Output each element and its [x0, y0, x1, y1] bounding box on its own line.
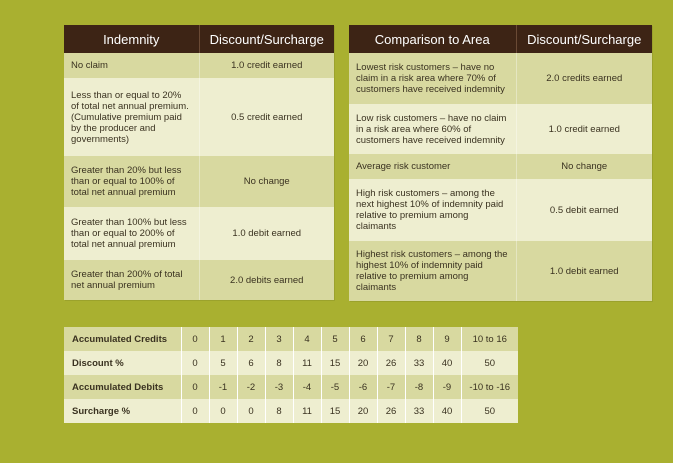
value-cell: 8 — [265, 351, 293, 375]
value-cell: 5 — [321, 327, 349, 351]
row-label: Discount % — [64, 351, 181, 375]
indemnity-table — [64, 25, 334, 300]
value-cell: 9 — [433, 327, 461, 351]
adjustment-cell: 2.0 debits earned — [199, 260, 334, 300]
value-cell: 1 — [209, 327, 237, 351]
row-label: Accumulated Credits — [64, 327, 181, 351]
indemnity-header-row — [64, 25, 334, 53]
value-cell: 33 — [405, 351, 433, 375]
table-row — [349, 154, 652, 179]
row-label: Accumulated Debits — [64, 375, 181, 399]
value-cell: 26 — [377, 351, 405, 375]
table-row — [349, 241, 652, 301]
indemnity-cell: Greater than 200% of total net annual premium — [64, 260, 199, 300]
row-label: Surcharge % — [64, 399, 181, 423]
value-cell: 11 — [293, 351, 321, 375]
value-cell: 5 — [209, 351, 237, 375]
value-cell: 33 — [405, 399, 433, 423]
indemnity-cell: Less than or equal to 20% of total net annual premium. (Cumulative premium paid by the producer and governments) — [64, 78, 199, 156]
adjustment-cell: 0.5 debit earned — [516, 179, 652, 241]
value-cell: 2 — [237, 327, 265, 351]
indemnity-cell: Greater than 20% but less than or equal to 100% of total net annual premium — [64, 156, 199, 207]
value-cell: 11 — [293, 399, 321, 423]
table-row — [64, 78, 334, 156]
area-adjustment-header: Discount/Surcharge — [516, 25, 652, 53]
value-cell: 50 — [461, 399, 518, 423]
value-cell: 0 — [209, 399, 237, 423]
value-cell: 0 — [181, 327, 209, 351]
table-row-surcharge — [64, 399, 518, 423]
comparison-cell: Average risk customer — [349, 154, 516, 179]
table-row — [349, 179, 652, 241]
value-cell: 3 — [265, 327, 293, 351]
adjustment-cell: 1.0 credit earned — [199, 53, 334, 78]
value-cell: 8 — [265, 399, 293, 423]
value-cell: 50 — [461, 351, 518, 375]
indemnity-cell: Greater than 100% but less than or equal to 200% of total net annual premium — [64, 207, 199, 260]
value-cell: -10 to -16 — [461, 375, 518, 399]
table-row-discount — [64, 351, 518, 375]
area-header-row — [349, 25, 652, 53]
value-cell: 15 — [321, 351, 349, 375]
value-cell: 15 — [321, 399, 349, 423]
value-cell: -2 — [237, 375, 265, 399]
table-row-accumulated-credits — [64, 327, 518, 351]
value-cell: 40 — [433, 351, 461, 375]
value-cell: -7 — [377, 375, 405, 399]
comparison-header: Comparison to Area — [349, 25, 516, 53]
value-cell: -3 — [265, 375, 293, 399]
value-cell: 10 to 16 — [461, 327, 518, 351]
indemnity-cell: No claim — [64, 53, 199, 78]
adjustment-cell: 2.0 credits earned — [516, 53, 652, 104]
adjustment-cell: 1.0 debit earned — [199, 207, 334, 260]
value-cell: 26 — [377, 399, 405, 423]
value-cell: 8 — [405, 327, 433, 351]
value-cell: -9 — [433, 375, 461, 399]
comparison-cell: Low risk customers – have no claim in a risk area where 60% of customers have received indemnity — [349, 104, 516, 154]
value-cell: -1 — [209, 375, 237, 399]
indemnity-adjustment-header: Discount/Surcharge — [199, 25, 334, 53]
comparison-cell: Highest risk customers – among the highest 10% of indemnity paid relative to premium among claimants — [349, 241, 516, 301]
value-cell: 20 — [349, 399, 377, 423]
comparison-cell: Lowest risk customers – have no claim in a risk area where 70% of customers have received indemnity — [349, 53, 516, 104]
value-cell: 0 — [237, 399, 265, 423]
value-cell: -4 — [293, 375, 321, 399]
table-row-accumulated-debits — [64, 375, 518, 399]
value-cell: -8 — [405, 375, 433, 399]
table-row — [64, 156, 334, 207]
value-cell: 40 — [433, 399, 461, 423]
indemnity-header: Indemnity — [64, 25, 199, 53]
area-comparison-table — [349, 25, 652, 301]
credits-debits-table — [64, 327, 518, 423]
table-row — [64, 53, 334, 78]
table-row — [349, 53, 652, 104]
adjustment-cell: 1.0 credit earned — [516, 104, 652, 154]
value-cell: -6 — [349, 375, 377, 399]
value-cell: 4 — [293, 327, 321, 351]
value-cell: 6 — [349, 327, 377, 351]
table-row — [64, 260, 334, 300]
adjustment-cell: 0.5 credit earned — [199, 78, 334, 156]
adjustment-cell: 1.0 debit earned — [516, 241, 652, 301]
comparison-cell: High risk customers – among the next highest 10% of indemnity paid relative to premium among claimants — [349, 179, 516, 241]
adjustment-cell: No change — [199, 156, 334, 207]
value-cell: 0 — [181, 351, 209, 375]
value-cell: 0 — [181, 399, 209, 423]
value-cell: -5 — [321, 375, 349, 399]
value-cell: 6 — [237, 351, 265, 375]
table-row — [64, 207, 334, 260]
value-cell: 20 — [349, 351, 377, 375]
value-cell: 0 — [181, 375, 209, 399]
adjustment-cell: No change — [516, 154, 652, 179]
value-cell: 7 — [377, 327, 405, 351]
table-row — [349, 104, 652, 154]
